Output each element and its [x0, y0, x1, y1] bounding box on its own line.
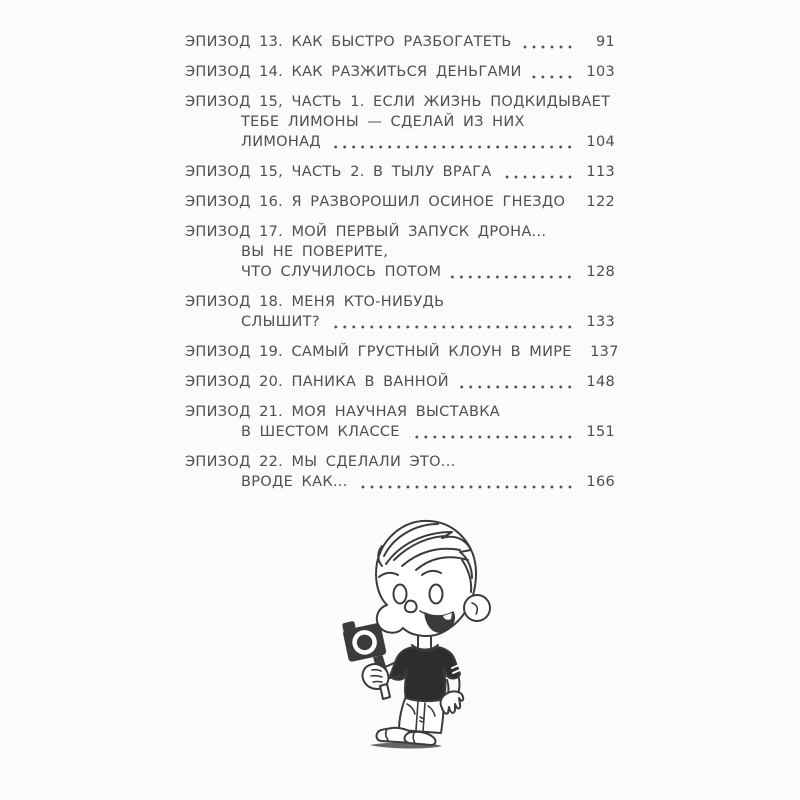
toc-entry: [185, 372, 615, 392]
toc-entry: [185, 342, 619, 362]
boy-with-camera-illustration: [330, 508, 510, 758]
toc-entry-title: СЛЫШИТ?: [241, 314, 320, 330]
page-number: 166: [586, 474, 615, 490]
dot-leader: [531, 75, 577, 79]
toc-line: [185, 472, 615, 492]
table-of-contents: [185, 32, 619, 502]
page-number: 104: [586, 134, 615, 150]
dot-leader: [329, 325, 577, 329]
toc-entry-title: ЭПИЗОД 21. МОЯ НАУЧНАЯ ВЫСТАВКА: [185, 404, 501, 420]
toc-line: [185, 32, 615, 52]
toc-entry-title: ТЕБЕ ЛИМОНЫ — СДЕЛАЙ ИЗ НИХ: [241, 114, 525, 130]
toc-line: [185, 162, 615, 182]
toc-entry-title: ЭПИЗОД 13. КАК БЫСТРО РАЗБОГАТЕТЬ: [185, 34, 512, 50]
dot-leader: [501, 175, 577, 179]
right-eye: [430, 585, 443, 604]
dot-leader: [357, 485, 577, 489]
toc-entry-title: ЧТО СЛУЧИЛОСЬ ПОТОМ: [241, 264, 442, 280]
page-number: 133: [586, 314, 615, 330]
toc-list: [185, 32, 619, 492]
toc-entry-title: ВРОДЕ КАК...: [241, 474, 348, 490]
left-eye: [394, 585, 407, 604]
toc-line: [185, 92, 615, 112]
page-number: 148: [586, 374, 615, 390]
toc-entry-title: ЭПИЗОД 22. МЫ СДЕЛАЛИ ЭТО...: [185, 454, 456, 470]
toc-entry-title: ЭПИЗОД 15, ЧАСТЬ 2. В ТЫЛУ ВРАГА: [185, 164, 492, 180]
dot-leader: [450, 275, 577, 279]
page-number: 137: [590, 344, 619, 360]
toc-entry-title: ЛИМОНАД: [241, 134, 321, 150]
toc-entry: [185, 222, 615, 282]
toc-entry-title: ЭПИЗОД 16. Я РАЗВОРОШИЛ ОСИНОЕ ГНЕЗДО: [185, 194, 566, 210]
toc-line: [185, 242, 615, 262]
toc-entry: [185, 402, 615, 442]
toc-line: [185, 192, 615, 212]
right-shoe: [405, 732, 436, 745]
toc-line: [185, 62, 615, 82]
toc-line: [185, 342, 619, 362]
dot-leader: [574, 205, 577, 209]
toc-entry-title: ЭПИЗОД 18. МЕНЯ КТО-НИБУДЬ: [185, 294, 445, 310]
page-number: 103: [586, 64, 615, 80]
toc-line: [185, 262, 615, 282]
page-number: 122: [586, 194, 615, 210]
nose: [405, 601, 417, 612]
toc-entry-title: ЭПИЗОД 14. КАК РАЗЖИТЬСЯ ДЕНЬГАМИ: [185, 64, 522, 80]
toc-entry: [185, 192, 615, 212]
toc-line: [185, 452, 615, 472]
dot-leader: [521, 45, 577, 49]
toc-line: [185, 222, 615, 242]
toc-line: [185, 132, 615, 152]
page-number: 91: [595, 34, 615, 50]
toc-entry: [185, 292, 615, 332]
toc-entry: [185, 452, 615, 492]
toc-entry: [185, 92, 615, 152]
page-number: 151: [586, 424, 615, 440]
toc-entry-title: ЭПИЗОД 17. МОЙ ПЕРВЫЙ ЗАПУСК ДРОНА...: [185, 224, 547, 240]
toc-entry-title: ЭПИЗОД 15, ЧАСТЬ 1. ЕСЛИ ЖИЗНЬ ПОДКИДЫВАЕТ: [185, 94, 611, 110]
toc-line: [185, 402, 615, 422]
dot-leader: [330, 145, 577, 149]
page-number: 128: [586, 264, 615, 280]
toc-line: [185, 312, 615, 332]
dot-leader: [409, 435, 577, 439]
toc-line: [185, 422, 615, 442]
toc-line: [185, 292, 615, 312]
toc-line: [185, 372, 615, 392]
toc-entry-title: В ШЕСТОМ КЛАССЕ: [241, 424, 400, 440]
toc-entry: [185, 62, 615, 82]
toc-entry-title: ВЫ НЕ ПОВЕРИТЕ,: [241, 244, 389, 260]
toc-entry: [185, 162, 615, 182]
page-number: 113: [586, 164, 615, 180]
dot-leader: [458, 385, 577, 389]
toc-entry-title: ЭПИЗОД 19. САМЫЙ ГРУСТНЫЙ КЛОУН В МИРЕ: [185, 344, 572, 360]
right-hand: [441, 691, 464, 713]
toc-entry: [185, 32, 615, 52]
toc-line: [185, 112, 615, 132]
toc-entry-title: ЭПИЗОД 20. ПАНИКА В ВАННОЙ: [185, 374, 449, 390]
